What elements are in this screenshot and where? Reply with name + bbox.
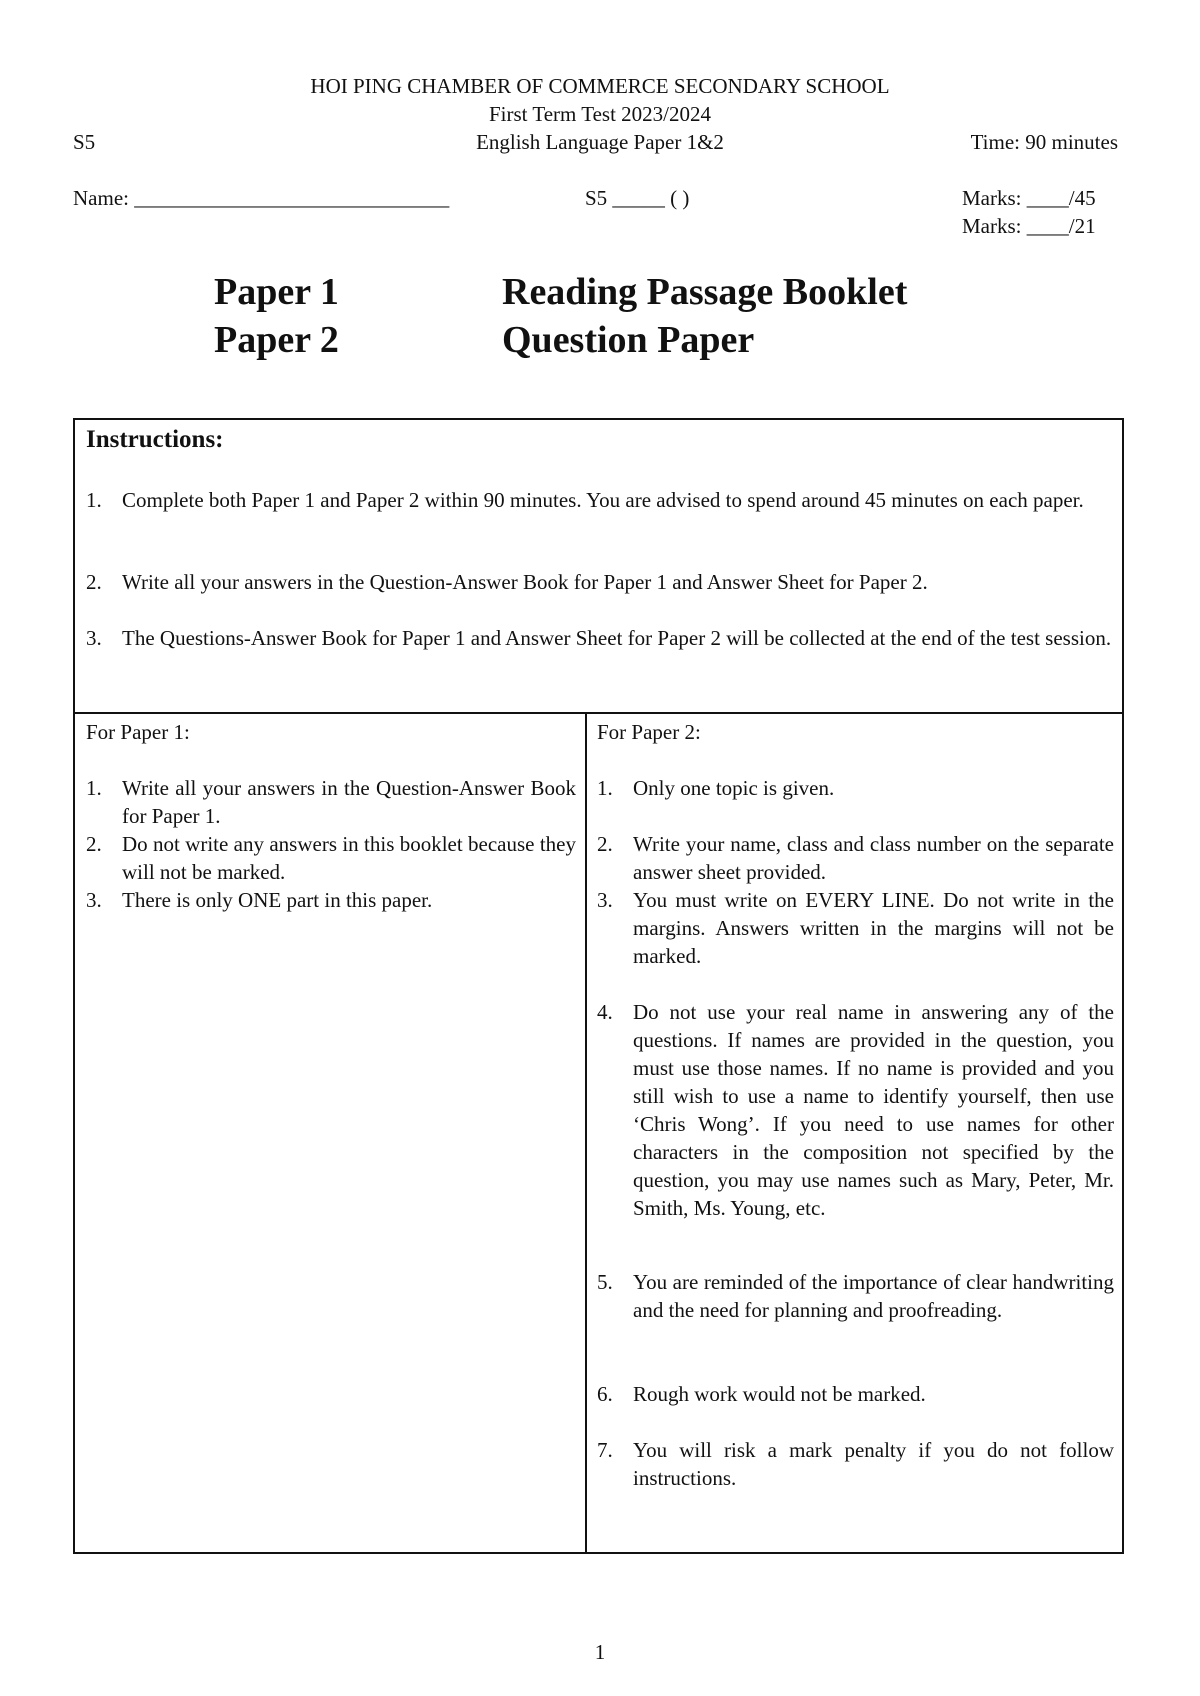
paper2-heading: For Paper 2:	[597, 720, 701, 744]
paper2-item: 5. You are reminded of the importance of clear handwriting and the need for planning and proofreading.	[597, 1270, 1114, 1322]
paper1-item: 1. Write all your answers in the Question-Answer Book for Paper 1.	[86, 776, 576, 828]
subject-title: English Language Paper 1&2	[476, 130, 724, 154]
paper1-heading: For Paper 1:	[86, 720, 190, 744]
paper2-title: Paper 2	[214, 319, 339, 361]
paper2-item: 3. You must write on EVERY LINE. Do not write in the margins. Answers written in the margins will not be marked.	[597, 888, 1114, 968]
instructions-box	[73, 418, 1124, 1554]
paper2-booklet-name: Question Paper	[502, 319, 755, 361]
column-divider	[585, 712, 587, 1554]
paper2-item: 1. Only one topic is given.	[597, 776, 835, 800]
paper1-item: 2. Do not write any answers in this booklet because they will not be marked.	[86, 832, 576, 884]
marks-paper2: Marks: ____/21	[962, 214, 1096, 238]
paper1-booklet-name: Reading Passage Booklet	[502, 271, 908, 313]
general-instructions	[75, 420, 1122, 712]
time-limit: Time: 90 minutes	[970, 130, 1118, 154]
paper2-item: 6. Rough work would not be marked.	[597, 1382, 926, 1406]
paper1-title: Paper 1	[214, 271, 339, 313]
test-title: First Term Test 2023/2024	[488, 102, 712, 126]
instruction-item: 3. The Questions-Answer Book for Paper 1 and Answer Sheet for Paper 2 will be collected at the end of the test session.	[86, 626, 1112, 650]
paper1-item: 3. There is only ONE part in this paper.	[86, 888, 433, 912]
class-field[interactable]: S5 _____ ( )	[585, 186, 690, 210]
instructions-heading: Instructions:	[86, 426, 224, 453]
paper2-item: 2. Write your name, class and class number on the separate answer sheet provided.	[597, 832, 1114, 884]
school-name: HOI PING CHAMBER OF COMMERCE SECONDARY SCHOOL	[310, 74, 890, 98]
paper2-item: 7. You will risk a mark penalty if you do not follow instructions.	[597, 1438, 1114, 1490]
paper2-item: 4. Do not use your real name in answering any of the questions. If names are provided in the question, you must use those names. If no name is provided and you still wish to use a name to identify yourself, then use ‘Chris Wong’. If you need to use names for other characters in the composition not specified by the question, you may use names such as Mary, Peter, Mr. Smith, Ms. Young, etc.	[597, 1000, 1114, 1220]
section-divider	[75, 712, 1122, 714]
page-number: 1	[594, 1640, 606, 1664]
instruction-item: 2. Write all your answers in the Question-Answer Book for Paper 1 and Answer Sheet for Paper 2.	[86, 570, 928, 594]
name-field[interactable]: Name: ______________________________	[73, 186, 450, 210]
instruction-item: 1. Complete both Paper 1 and Paper 2 within 90 minutes. You are advised to spend around 45 minutes on each paper.	[86, 488, 1084, 512]
marks-paper1: Marks: ____/45	[962, 186, 1096, 210]
class-label: S5	[73, 130, 96, 154]
